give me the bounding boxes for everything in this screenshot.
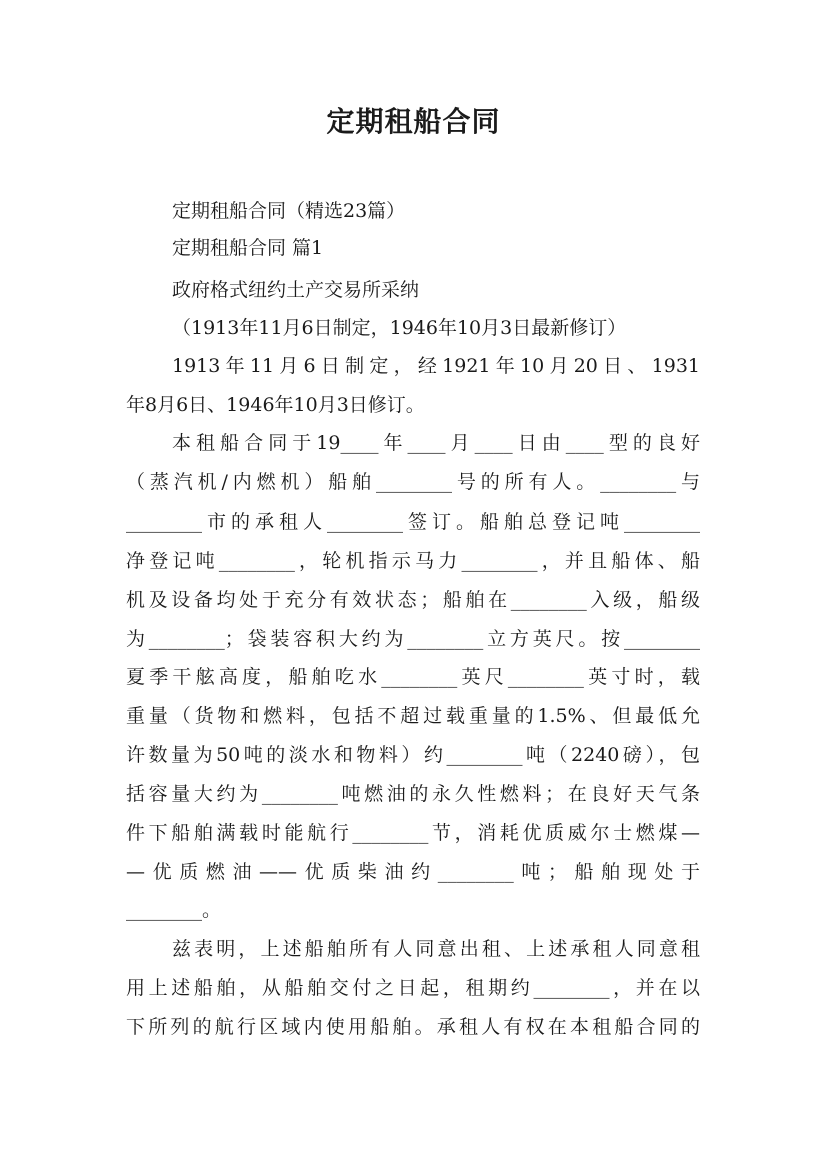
text-line: 机及设备均处于充分有效状态；船舶在________入级，船级 — [126, 589, 700, 611]
text-line: 年8月6日、1946年10月3日修订。 — [126, 394, 425, 416]
document-title: 定期租船合同 — [326, 105, 501, 138]
text-line: 件下船舶满载时能航行________节，消耗优质威尔士燃煤— — [126, 822, 700, 844]
text-line: 下所列的航行区域内使用船舶。承租人有权在本租船合同的 — [126, 1016, 700, 1038]
text-line: （1913年11月6日制定，1946年10月3日最新修订） — [172, 317, 627, 339]
text-line: 用上述船舶，从船舶交付之日起，租期约________，并在以 — [126, 977, 700, 999]
text-line: 重量（货物和燃料，包括不超过载重量的1.5%、但最低允 — [126, 705, 700, 727]
text-line: 本租船合同于19____年____月____日由____型的良好 — [172, 432, 700, 454]
subtitle-line: 定期租船合同（精选23篇） — [172, 200, 406, 222]
text-line: 政府格式纽约土产交易所采纳 — [172, 279, 420, 301]
text-line: 净登记吨________，轮机指示马力________，并且船体、船 — [126, 550, 700, 572]
text-line: 1913年11月6日制定，经1921年10月20日、1931 — [172, 355, 700, 377]
text-line: 为________；袋装容积大约为________立方英尺。按________ — [126, 628, 700, 650]
text-line: —优质燃油——优质柴油约________吨；船舶现处于 — [126, 861, 700, 883]
text-line: （蒸汽机/内燃机）船舶________号的所有人。________与 — [126, 471, 700, 493]
text-line: 括容量大约为________吨燃油的永久性燃料；在良好天气条 — [126, 783, 700, 805]
text-line: 夏季干舷高度，船舶吃水________英尺________英寸时，载 — [126, 666, 700, 688]
text-line: 兹表明，上述船舶所有人同意出租、上述承租人同意租 — [172, 938, 700, 960]
text-line: ________市的承租人________签订。船舶总登记吨________ — [126, 511, 700, 533]
text-line: ________。 — [126, 899, 222, 921]
text-line: 许数量为50吨的淡水和物料）约________吨（2240磅），包 — [126, 744, 700, 766]
section-heading: 定期租船合同 篇1 — [172, 237, 324, 259]
